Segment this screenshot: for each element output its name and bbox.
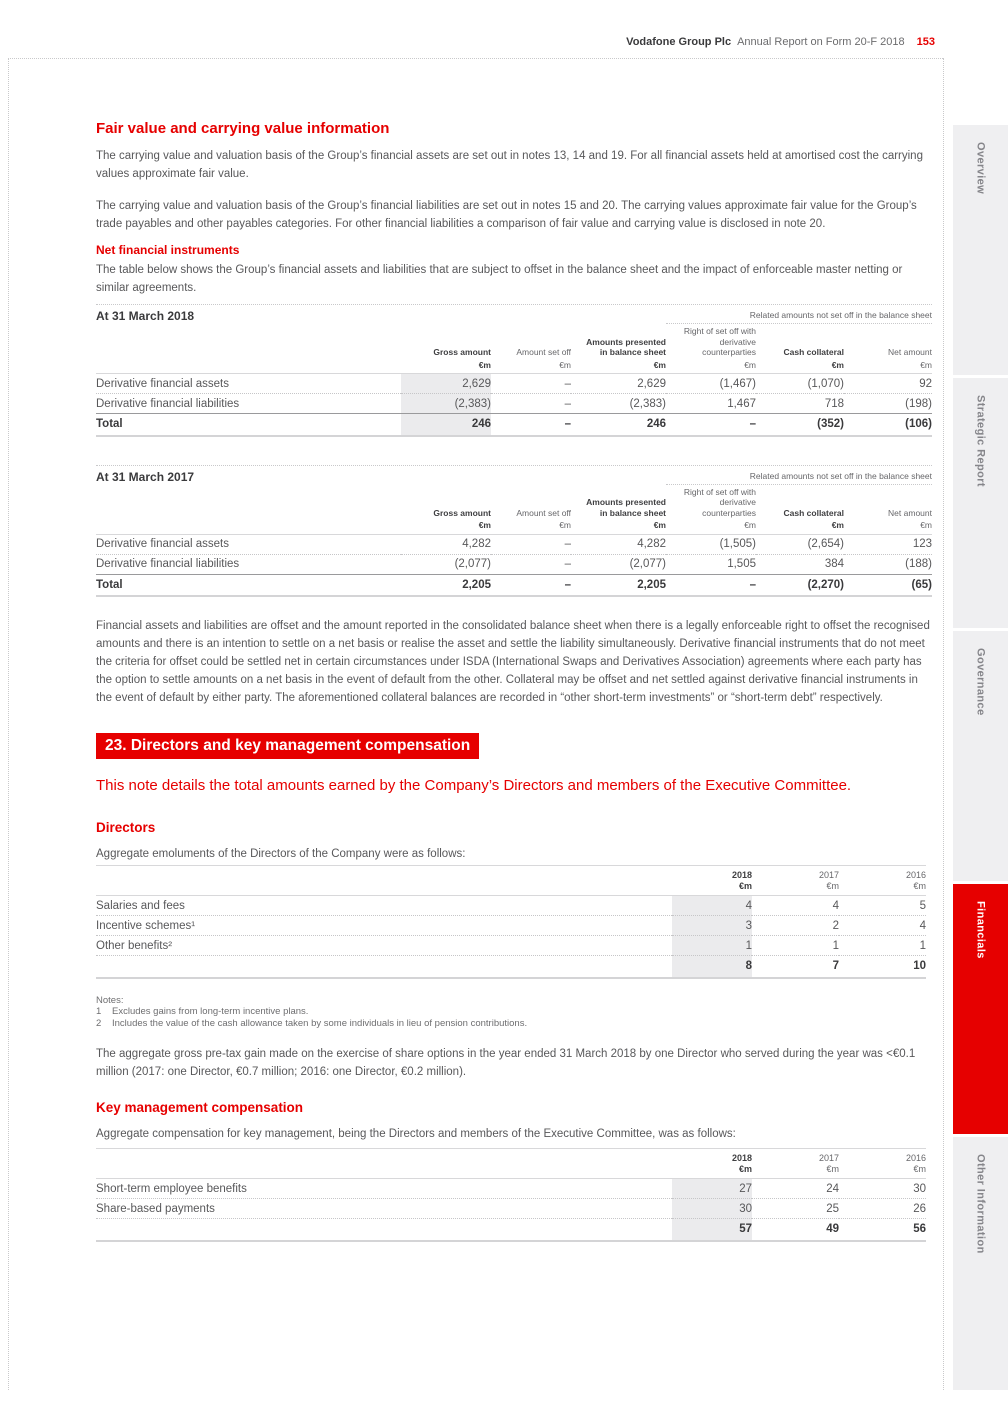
value-cell: (188) xyxy=(905,558,932,570)
table-total-row xyxy=(96,414,932,436)
value-cell: 2 xyxy=(752,916,839,936)
year-header xyxy=(839,866,926,896)
total-cell: – xyxy=(491,414,571,436)
row-label: Derivative financial assets xyxy=(96,534,401,554)
share-options-paragraph: The aggregate gross pre-tax gain made on the exercise of share options in the year ended 31 March 2018 by one Director who served during the year was <€0.1 million (2017: one Director, €0.7 million; 2016: one Director, €0.2 million). xyxy=(96,1048,916,1078)
column-unit: €m xyxy=(920,359,932,370)
column-label: Cash collateral xyxy=(783,507,844,518)
section-tab-label: Governance xyxy=(974,648,987,716)
section-tab-overview xyxy=(953,125,1008,375)
year-header xyxy=(672,1149,752,1179)
column-unit: €m xyxy=(738,1164,752,1174)
value-cell: (1,467) xyxy=(666,374,756,394)
row-label: Derivative financial liabilities xyxy=(96,397,240,410)
section-tab-other-information xyxy=(953,1137,1008,1390)
section-tab-label: Financials xyxy=(974,901,987,959)
value-cell: 4 xyxy=(672,896,752,916)
section-tab-label: Other Information xyxy=(974,1154,987,1254)
value-cell: 1 xyxy=(672,936,752,956)
column-header xyxy=(491,326,571,374)
table-row xyxy=(96,554,932,574)
total-cell: – xyxy=(666,414,756,436)
value-cell: 25 xyxy=(752,1199,839,1219)
year-label: 2018 xyxy=(731,870,752,880)
footnote xyxy=(96,1006,932,1018)
column-label: Amount set off xyxy=(516,507,571,518)
column-unit: €m xyxy=(478,520,491,530)
section-tab-label: Strategic Report xyxy=(974,395,987,487)
column-header xyxy=(401,487,491,535)
value-cell: (2,077) xyxy=(454,558,491,570)
column-label: Gross amount xyxy=(433,507,491,518)
column-label: Right of set off with derivative counterparties xyxy=(683,326,756,357)
value-cell: 2,629 xyxy=(571,374,666,394)
column-label: Cash collateral xyxy=(783,347,844,357)
value-cell: 4,282 xyxy=(571,534,666,554)
column-unit: €m xyxy=(831,359,844,370)
table-title-row xyxy=(96,308,932,324)
key-management-heading: Key management compensation xyxy=(96,1100,304,1115)
value-cell: 3 xyxy=(672,916,752,936)
page-border-left xyxy=(8,58,9,1390)
value-cell: 2,629 xyxy=(401,374,491,394)
total-cell: 56 xyxy=(839,1219,926,1241)
column-unit: €m xyxy=(478,359,491,370)
total-cell: 10 xyxy=(839,956,926,978)
column-unit: €m xyxy=(559,359,571,370)
year-header xyxy=(839,1149,926,1179)
table-row xyxy=(96,394,932,414)
row-label: Salaries and fees xyxy=(96,896,672,916)
table-total-row xyxy=(96,574,932,596)
total-cell: 246 xyxy=(401,414,491,436)
value-cell: – xyxy=(491,374,571,394)
column-label: Net amount xyxy=(888,347,932,357)
year-header xyxy=(752,1149,839,1179)
total-cell: 246 xyxy=(571,414,666,436)
value-cell: 27 xyxy=(672,1179,752,1199)
value-cell: 1,467 xyxy=(727,397,756,410)
column-unit: €m xyxy=(744,359,756,370)
table-footnotes xyxy=(96,995,932,1030)
fair-value-paragraph-2: The carrying value and valuation basis of the Group’s financial liabilities are set out in notes 15 and 20. The carrying values approximate fair value for the Group’s trade payables and other payables categories. For other financial liabilities a comparison of fair value and carrying value is disclosed in note 20. xyxy=(96,200,917,230)
value-cell: 30 xyxy=(839,1179,926,1199)
page-content xyxy=(96,120,932,1242)
value-cell: 5 xyxy=(839,896,926,916)
section-tab-strategic-report xyxy=(953,378,1008,628)
total-cell: (2,270) xyxy=(756,574,844,596)
page-border-right xyxy=(943,58,944,1390)
offset-explanation: Financial assets and liabilities are offset and the amount reported in the consolidated balance sheet when there is a legally enforceable right to offset the recognised amounts and there is an intention to settle on a net basis or realise the asset and settle the liability simultaneously. Derivative financial instruments that do not meet the criteria for offset could be settled net in certain circumstances under ISDA (International Swaps and Derivatives Association) agreements where each party has the option to settle amounts on a net basis in the event of default from the other. Collateral may be offset and net settled against derivative financial instruments in the event of default by either party. The aforementioned collateral balances are recorded in “other short-term investments” or “short-term debt” respectively. xyxy=(96,620,930,704)
row-label: Derivative financial assets xyxy=(96,374,401,394)
total-cell: 8 xyxy=(672,956,752,978)
total-cell: (106) xyxy=(844,414,932,436)
column-label: Net amount xyxy=(888,507,932,518)
table-title: At 31 March 2018 xyxy=(96,309,195,323)
total-cell: 2,205 xyxy=(401,574,491,596)
fair-value-paragraph-1: The carrying value and valuation basis of the Group’s financial assets are set out in notes 13, 14 and 19. For all financial assets held at amortised cost the carrying values approximate fair value. xyxy=(96,150,923,180)
total-cell: 7 xyxy=(752,956,839,978)
value-cell: 4,282 xyxy=(401,534,491,554)
total-cell: (352) xyxy=(756,414,844,436)
value-cell: 4 xyxy=(752,896,839,916)
page-border-top xyxy=(8,58,943,59)
section-tab-label: Overview xyxy=(974,142,987,195)
footnote-number: 2 xyxy=(96,1017,102,1029)
value-cell: 1 xyxy=(839,936,926,956)
column-header xyxy=(401,326,491,374)
column-header xyxy=(666,326,756,374)
column-unit: €m xyxy=(826,881,839,891)
column-label: Amounts presented in balance sheet xyxy=(586,497,666,518)
column-unit: €m xyxy=(831,520,844,530)
total-label: Total xyxy=(96,414,401,436)
total-cell: 2,205 xyxy=(571,574,666,596)
table-header-row xyxy=(96,866,926,896)
table-row xyxy=(96,1179,926,1199)
directors-table xyxy=(96,865,926,979)
value-cell: 30 xyxy=(672,1199,752,1219)
key-management-table xyxy=(96,1148,926,1242)
column-header xyxy=(666,487,756,535)
row-label: Incentive schemes¹ xyxy=(96,916,672,936)
year-label: 2016 xyxy=(905,1153,926,1163)
offset-table xyxy=(96,326,932,437)
value-cell: – xyxy=(564,397,571,410)
total-cell: – xyxy=(491,574,571,596)
value-cell: 1,505 xyxy=(727,558,756,570)
column-unit: €m xyxy=(653,520,666,530)
related-amounts-note: Related amounts not set off in the balance sheet xyxy=(666,310,932,324)
table-row xyxy=(96,374,932,394)
total-cell: 57 xyxy=(672,1219,752,1241)
offset-table xyxy=(96,487,932,598)
table-header-row xyxy=(96,1149,926,1179)
fair-value-heading: Fair value and carrying value information xyxy=(96,120,390,137)
footnote xyxy=(96,1018,932,1030)
row-label: Derivative financial liabilities xyxy=(96,558,240,570)
offset-table-2018 xyxy=(96,304,932,437)
key-management-lead: Aggregate compensation for key management, being the Directors and members of the Executive Committee, was as follows: xyxy=(96,1128,736,1140)
value-cell: (198) xyxy=(905,397,932,410)
company-name: Vodafone Group Plc xyxy=(626,36,732,48)
value-cell: (2,077) xyxy=(629,558,666,570)
footnote-text: Excludes gains from long-term incentive plans. xyxy=(112,1006,309,1017)
value-cell: – xyxy=(491,534,571,554)
value-cell: (1,070) xyxy=(756,374,844,394)
value-cell: 1 xyxy=(752,936,839,956)
year-label: 2017 xyxy=(818,870,839,880)
total-cell: – xyxy=(666,574,756,596)
column-unit: €m xyxy=(826,1164,839,1174)
value-cell: 26 xyxy=(839,1199,926,1219)
offset-table-2017 xyxy=(96,465,932,598)
column-unit: €m xyxy=(920,520,932,530)
page-number: 153 xyxy=(916,36,935,48)
value-cell: – xyxy=(564,558,571,570)
net-financial-instruments-heading: Net financial instruments xyxy=(96,243,240,257)
total-label xyxy=(96,956,672,978)
year-label: 2018 xyxy=(731,1153,752,1163)
year-label: 2016 xyxy=(905,870,926,880)
section-tab-governance xyxy=(953,631,1008,881)
value-cell: 718 xyxy=(824,397,844,410)
column-unit: €m xyxy=(913,1164,926,1174)
table-header-row xyxy=(96,326,932,374)
value-cell: 384 xyxy=(824,558,844,570)
table-title: At 31 March 2017 xyxy=(96,469,195,484)
directors-heading: Directors xyxy=(96,820,156,835)
column-header xyxy=(844,487,932,535)
column-header xyxy=(571,487,666,535)
footnote-number: 1 xyxy=(96,1006,102,1017)
table-row xyxy=(96,936,926,956)
column-unit: €m xyxy=(744,520,756,530)
column-unit: €m xyxy=(913,881,926,891)
column-label: Right of set off with derivative counterparties xyxy=(683,486,756,518)
row-label: Short-term employee benefits xyxy=(96,1179,672,1199)
net-financial-intro: The table below shows the Group’s financial assets and liabilities that are subject to offset in the balance sheet and the impact of enforceable master netting or similar agreements. xyxy=(96,264,903,294)
empty-header-cell xyxy=(96,487,401,535)
total-label: Total xyxy=(96,574,401,596)
report-title: Annual Report on Form 20-F 2018 xyxy=(737,36,905,48)
value-cell: (1,505) xyxy=(666,534,756,554)
column-header xyxy=(491,487,571,535)
column-label: Amount set off xyxy=(516,347,571,357)
table-total-row xyxy=(96,1219,926,1241)
directors-lead: Aggregate emoluments of the Directors of the Company were as follows: xyxy=(96,848,466,860)
related-amounts-note: Related amounts not set off in the balance sheet xyxy=(666,471,932,485)
note-23-intro: This note details the total amounts earned by the Company’s Directors and members of the Executive Committee. xyxy=(96,777,852,794)
value-cell: 4 xyxy=(839,916,926,936)
table-row xyxy=(96,534,932,554)
column-unit: €m xyxy=(738,881,752,891)
column-header xyxy=(756,487,844,535)
empty-header-cell xyxy=(96,866,672,896)
column-unit: €m xyxy=(559,520,571,530)
value-cell: (2,383) xyxy=(629,397,666,410)
table-header-row xyxy=(96,487,932,535)
column-header xyxy=(756,326,844,374)
row-label: Other benefits² xyxy=(96,936,672,956)
year-header xyxy=(672,866,752,896)
running-header xyxy=(626,36,935,48)
year-label: 2017 xyxy=(818,1153,839,1163)
footnotes-heading: Notes: xyxy=(96,994,124,1006)
column-label: Amounts presented in balance sheet xyxy=(586,336,666,357)
table-total-row xyxy=(96,956,926,978)
column-unit: €m xyxy=(653,359,666,370)
year-header xyxy=(752,866,839,896)
empty-header-cell xyxy=(96,326,401,374)
value-cell: (2,383) xyxy=(401,394,491,414)
section-tab-financials xyxy=(953,884,1008,1134)
total-cell: 49 xyxy=(752,1219,839,1241)
value-cell: 123 xyxy=(844,534,932,554)
total-cell: (65) xyxy=(844,574,932,596)
table-title-row xyxy=(96,469,932,485)
table-row xyxy=(96,916,926,936)
column-header xyxy=(571,326,666,374)
column-label: Gross amount xyxy=(433,347,491,357)
value-cell: (2,654) xyxy=(756,534,844,554)
footnote-text: Includes the value of the cash allowance taken by some individuals in lieu of pension contributions. xyxy=(112,1017,528,1029)
column-header xyxy=(844,326,932,374)
table-row xyxy=(96,896,926,916)
value-cell: 92 xyxy=(844,374,932,394)
empty-header-cell xyxy=(96,1149,672,1179)
table-row xyxy=(96,1199,926,1219)
note-23-banner: 23. Directors and key management compensation xyxy=(96,733,479,759)
total-label xyxy=(96,1219,672,1241)
row-label: Share-based payments xyxy=(96,1199,672,1219)
value-cell: 24 xyxy=(752,1179,839,1199)
